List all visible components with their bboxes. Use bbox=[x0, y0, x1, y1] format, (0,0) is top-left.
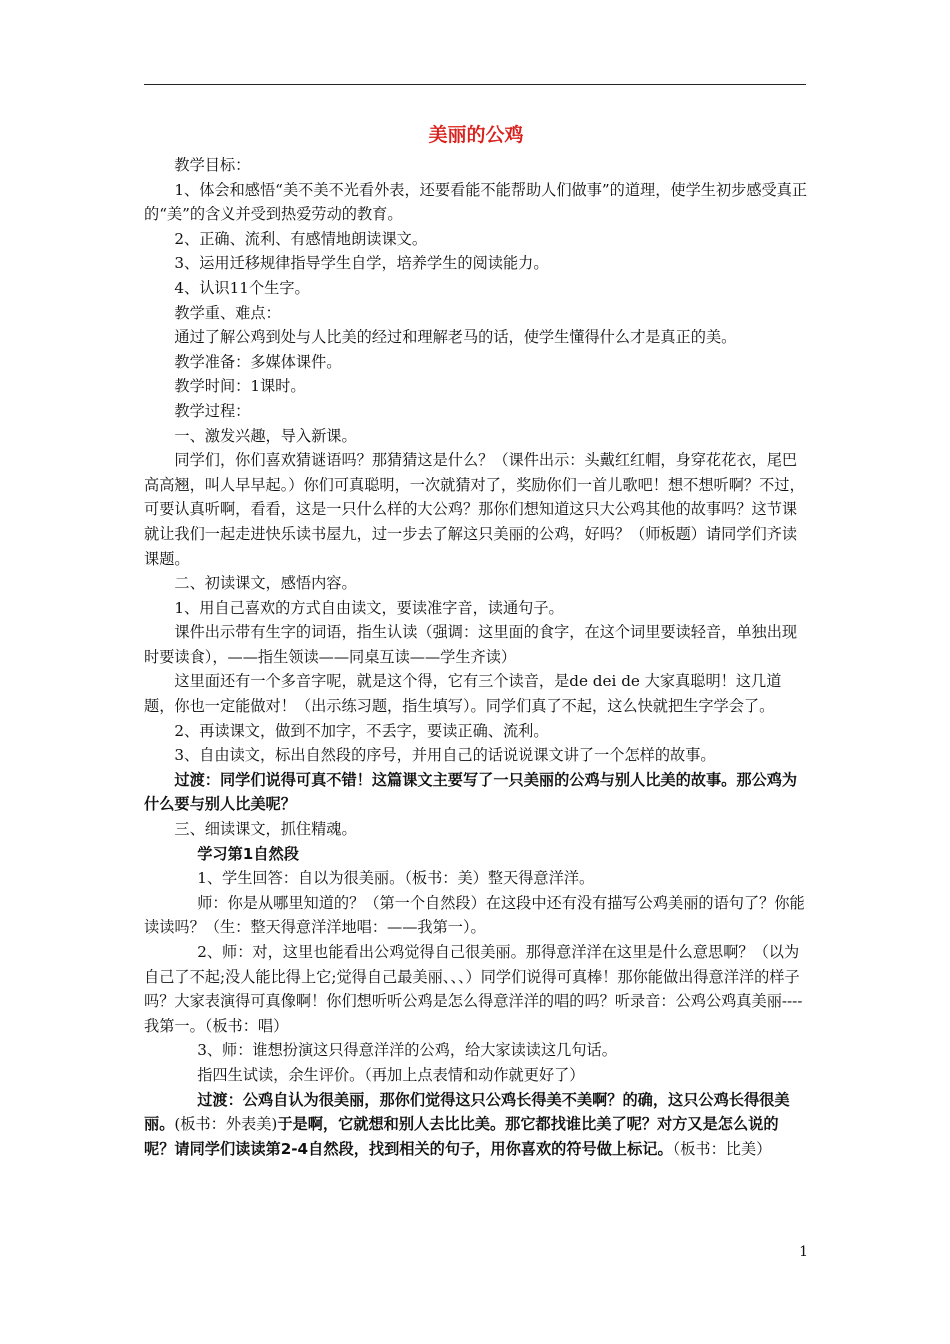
paragraph: 4、认识11个生字。 bbox=[174, 278, 310, 297]
paragraph: 教学准备：多媒体课件。 bbox=[174, 352, 342, 371]
page-title: 美丽的公鸡 bbox=[428, 124, 524, 146]
section-heading: 学习第1自然段 bbox=[197, 844, 299, 863]
paragraph: 2、正确、流利、有感情地朗读课文。 bbox=[174, 229, 428, 248]
paragraph: 3、运用迁移规律指导学生自学，培养学生的阅读能力。 bbox=[174, 254, 549, 273]
paragraph: 师：你是从哪里知道的？（第一个自然段）在这段中还有没有描写公鸡美丽的语句了？你能读读吗？（生：整天得意洋洋地唱：——我第一）。 bbox=[144, 893, 805, 937]
transition-bold-b: 于是啊，它就想和别人去比比美。那它都找谁比美了呢？对方又是怎么说的呢？请同学们读读第2-4自然段，找到相关的句子，用你喜欢的符号做上标记。 bbox=[144, 1115, 779, 1158]
paragraph: 指四生试读，余生评价。（再加上点表情和动作就更好了） bbox=[197, 1065, 585, 1084]
paragraph: 二、初读课文，感悟内容。 bbox=[174, 574, 357, 593]
paragraph: 课件出示带有生字的词语，指生认读（强调：这里面的食字，在这个词里要读轻音，单独出现时要读食），——指生领读——同桌互读——学生齐读） bbox=[144, 623, 798, 666]
page-number: 1 bbox=[799, 1244, 808, 1260]
transition-bold-a: 过渡：公鸡自认为很美丽，那你们觉得这只公鸡长得美不美啊？的确，这只公鸡长得很美丽。 bbox=[144, 1090, 790, 1134]
document-body bbox=[144, 120, 808, 1161]
paragraph: 2、再读课文，做到不加字，不丢字，要读正确、流利。 bbox=[174, 721, 549, 740]
paragraph: 这里面还有一个多音字呢，就是这个得，它有三个读音，是de dei de 大家真聪明！这几道题，你也一定能做对！（出示练习题，指生填写）。同学们真了不起，这么快就把生字学会了。 bbox=[144, 672, 782, 716]
transition-paragraph-2 bbox=[144, 1088, 808, 1162]
paragraph: 1、学生回答：自以为很美丽。（板书：美）整天得意洋洋。 bbox=[197, 869, 595, 888]
paragraph: 一、激发兴趣，导入新课。 bbox=[174, 426, 357, 445]
transition-note-a: (板书：外表美) bbox=[174, 1115, 278, 1134]
paragraph: 3、自由读文，标出自然段的序号，并用自己的话说说课文讲了一个怎样的故事。 bbox=[174, 746, 716, 765]
header-rule bbox=[144, 84, 806, 85]
paragraph: 1、体会和感悟“美不美不光看外表，还要看能不能帮助人们做事”的道理，使学生初步感受真正的“美”的含义并受到热爱劳动的教育。 bbox=[144, 180, 808, 224]
paragraph: 教学过程： bbox=[174, 401, 251, 420]
paragraph: 1、用自己喜欢的方式自由读文，要读准字音，读通句子。 bbox=[174, 598, 564, 617]
transition-note-b: （板书：比美） bbox=[672, 1139, 772, 1158]
paragraph: 通过了解公鸡到处与人比美的经过和理解老马的话，使学生懂得什么才是真正的美。 bbox=[174, 328, 737, 347]
transition-paragraph: 过渡：同学们说得可真不错！这篇课文主要写了一只美丽的公鸡与别人比美的故事。那公鸡为什么要与别人比美呢？ bbox=[144, 770, 798, 814]
paragraph: 3、师：谁想扮演这只得意洋洋的公鸡，给大家读读这几句话。 bbox=[197, 1041, 617, 1060]
paragraph: 同学们，你们喜欢猜谜语吗？那猜猜这是什么？（课件出示：头戴红红帽，身穿花花衣，尾巴高高翘，叫人早早起。）你们可真聪明，一次就猜对了，奖励你们一首儿歌吧！想不想听啊？不过，可要认真听啊，看看，这是一只什么样的大公鸡？那你们想知道这只大公鸡其他的故事吗？这节课就让我们一起走进快乐读书屋九，过一步去了解这只美丽的公鸡，好吗？（师板题）请同学们齐读课题。 bbox=[144, 451, 805, 568]
paragraph: 教学重、难点： bbox=[174, 303, 281, 322]
paragraph: 三、细读课文，抓住精魂。 bbox=[174, 820, 357, 839]
paragraph: 2、师：对，这里也能看出公鸡觉得自己很美丽。那得意洋洋在这里是什么意思啊？（以为自己了不起;没人能比得上它;觉得自己最美丽、、、）同学们说得可真棒！那你能做出得意洋洋的样子吗？大家表演得可真像啊！你们想听听公鸡是怎么得意洋洋的唱的吗？听录音：公鸡公鸡真美丽----我第一。（板书：唱） bbox=[144, 943, 803, 1035]
paragraph: 教学时间：1课时。 bbox=[174, 377, 306, 396]
paragraph: 教学目标： bbox=[174, 156, 251, 174]
